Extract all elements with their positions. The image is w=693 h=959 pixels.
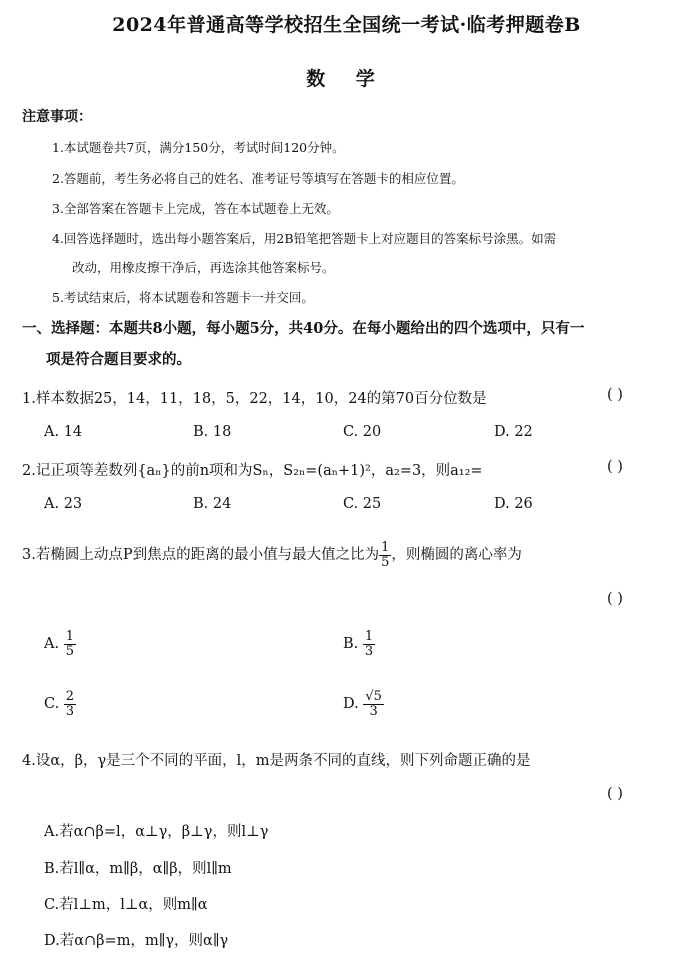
question-3-stem: [22, 541, 522, 569]
notice-heading: 注意事项：: [22, 109, 92, 125]
fraction: $\frac{1}{5}$: [381, 540, 390, 570]
subject-title: 数 学: [306, 68, 387, 90]
notice-item: 3.全部答案在答题卡上完成，答在本试题卷上无效。: [52, 201, 339, 216]
option-d: D.若α∩β=m，m∥γ，则α∥γ: [44, 933, 229, 949]
question-1-stem: 1.样本数据25，14，11，18，5，22，14，10，24的第70百分位数是: [22, 391, 487, 407]
question-3-stem-text: ，则椭圆的离心率为: [391, 547, 522, 564]
notice-item: 2.答题前，考生务必将自己的姓名、准考证号等填写在答题卡的相应位置。: [52, 171, 464, 186]
option-c: C. $\frac{2}{3}$: [44, 689, 75, 719]
option-a: A. 14: [44, 424, 83, 440]
option-c: C. 25: [343, 496, 382, 512]
option-b: B. 24: [193, 496, 232, 512]
exam-title: 2024年普通高等学校招生全国统一考试·临考押题卷B: [112, 14, 581, 36]
option-c: C.若l⊥m，l⊥α，则m∥α: [44, 897, 208, 913]
option-b: B.若l∥α，m∥β，α∥β，则l∥m: [44, 861, 232, 877]
notice-item: 1.本试题卷共7页，满分150分，考试时间120分钟。: [52, 140, 345, 155]
option-a: A.若α∩β=l，α⊥γ，β⊥γ，则l⊥γ: [44, 824, 269, 840]
section-heading: 一、选择题：本题共8小题，每小题5分，共40分。在每小题给出的四个选项中，只有一: [22, 320, 585, 337]
question-4-stem: 4.设α，β，γ是三个不同的平面，l，m是两条不同的直线，则下列命题正确的是: [22, 753, 531, 769]
answer-bracket: ( ): [607, 459, 623, 475]
answer-bracket: ( ): [607, 786, 623, 802]
option-c: C. 20: [343, 424, 382, 440]
question-3-stem-text: 3.若椭圆上动点P到焦点的距离的最小值与最大值之比为: [22, 547, 380, 564]
question-2-stem: 2.记正项等差数列{aₙ}的前n项和为Sₙ，S₂ₙ=(aₙ+1)²，a₂=3，则a₁₂=: [22, 463, 483, 479]
notice-item: 4.回答选择题时，选出每小题答案后，用2B铅笔把答题卡上对应题目的答案标号涂黑。如需: [52, 231, 557, 246]
answer-bracket: ( ): [607, 591, 623, 607]
option-a: A. 23: [44, 496, 83, 512]
fraction: $\frac{√5}{3}$: [365, 689, 382, 719]
option-d: D. $\frac{√5}{3}$: [343, 689, 382, 719]
option-d: D. 22: [494, 424, 533, 440]
option-b: B. $\frac{1}{3}$: [343, 629, 374, 659]
fraction: $\frac{1}{3}$: [364, 629, 374, 659]
notice-item: 5.考试结束后，将本试题卷和答题卡一并交回。: [52, 290, 314, 305]
fraction: $\frac{2}{3}$: [65, 689, 75, 719]
option-a: A. $\frac{1}{5}$: [44, 629, 74, 659]
answer-bracket: ( ): [607, 387, 623, 403]
notice-item-continued: 改动，用橡皮擦干净后，再选涂其他答案标号。: [72, 260, 335, 275]
fraction: $\frac{1}{5}$: [65, 629, 74, 659]
section-heading-continued: 项是符合题目要求的。: [46, 351, 191, 368]
option-b: B. 18: [193, 424, 232, 440]
option-d: D. 26: [494, 496, 533, 512]
